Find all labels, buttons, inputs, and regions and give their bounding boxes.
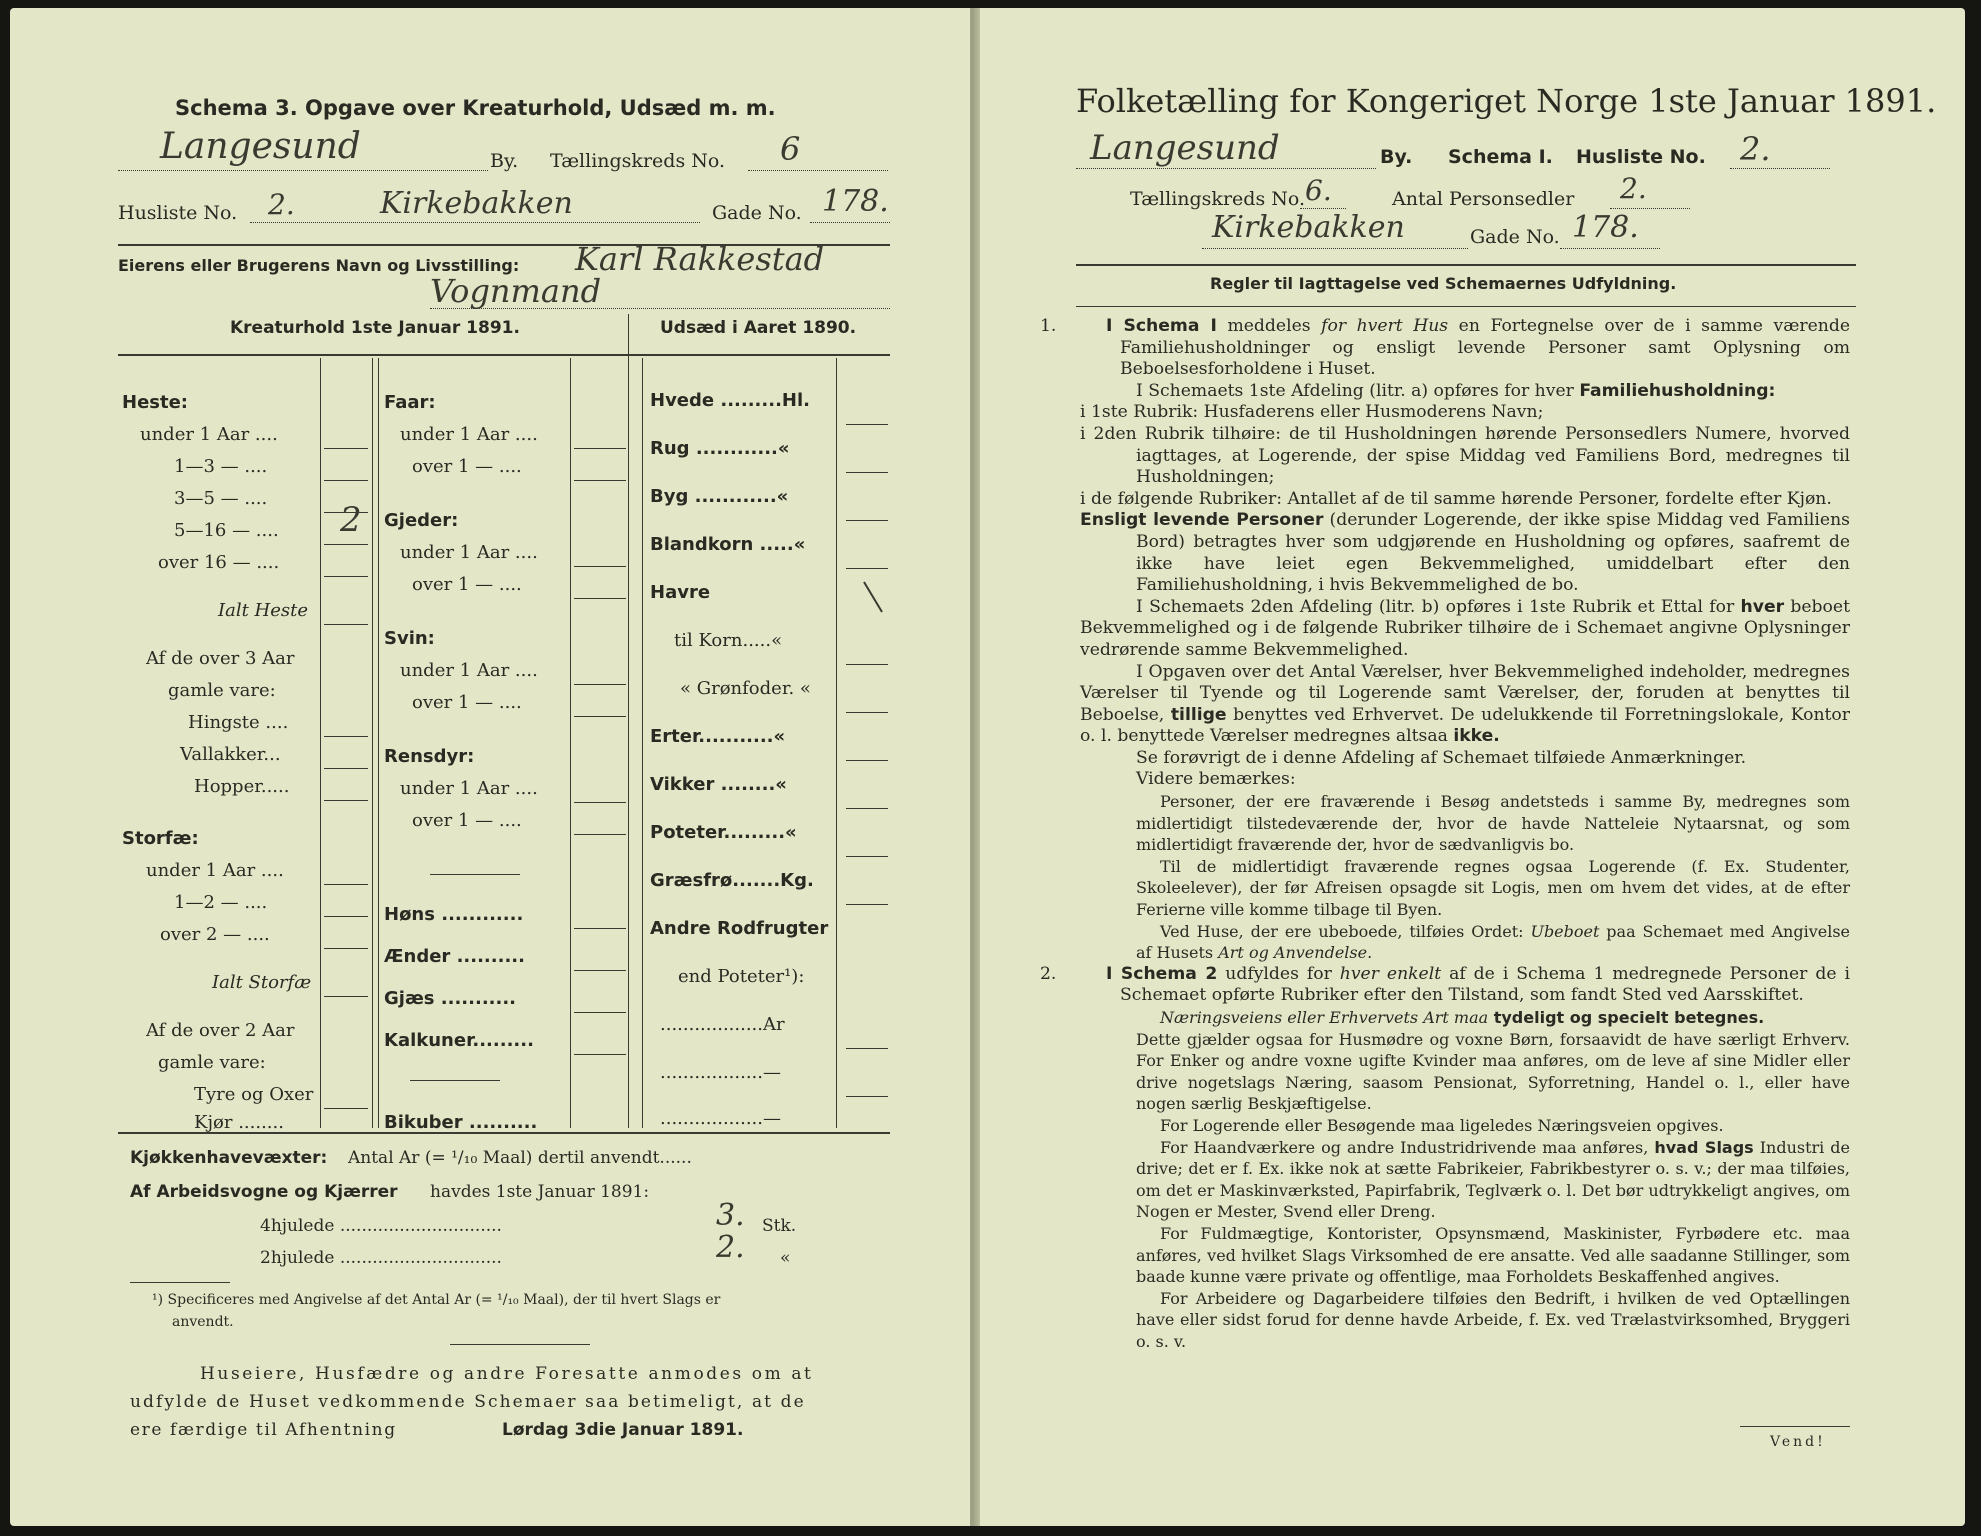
right-by-label: By.: [1380, 146, 1413, 168]
krets-line: [748, 170, 888, 171]
rule-text: en Fortegnelse over de i samme værende Familiehusholdninger og ensligt levende Personer samt Oplysning om Beboelsesforholdene i Huset.: [1120, 316, 1851, 380]
col2-row: under 1 Aar ....: [400, 660, 538, 681]
cell-rule: [324, 624, 368, 625]
right-krets-label: Tællingskreds No.: [1130, 188, 1305, 210]
arbeid-label: Af Arbeidsvogne og Kjærrer: [130, 1182, 398, 1202]
left-gade-handwritten: 178.: [822, 184, 889, 219]
rule-text: hver enkelt: [1339, 963, 1442, 984]
col2-row: Gjæs ...........: [384, 988, 517, 1009]
col3-row: Hvede .........Hl.: [650, 390, 810, 411]
left-town-handwritten: Langesund: [160, 126, 361, 167]
cell-rule: [324, 996, 368, 997]
rule-text: I Schema 2: [1106, 963, 1218, 984]
street-line: [1202, 248, 1468, 249]
cell-rule: [324, 916, 368, 917]
rule: [1076, 306, 1856, 307]
gade-line: [810, 222, 890, 223]
rule: [130, 1282, 230, 1283]
cell-rule: [846, 424, 888, 425]
cell-rule: [574, 802, 626, 803]
cell-rule: [846, 712, 888, 713]
rule-text: paa Schemaet med Angivelse af Husets: [1136, 921, 1851, 963]
cell-rule: [846, 664, 888, 665]
rule-text: I Schema I: [1106, 316, 1217, 336]
col2-row: Rensdyr:: [384, 746, 475, 767]
rule-number: 2.: [1040, 963, 1057, 984]
kjokken-label: Kjøkkenhavevæxter:: [130, 1148, 328, 1168]
left-by-label: By.: [490, 150, 519, 172]
col-line: [836, 358, 837, 1128]
town-line: [1076, 168, 1376, 169]
col3-row: Græsfrø.......Kg.: [650, 870, 814, 891]
col1-row: Kjør ........: [194, 1112, 284, 1133]
col3-row: Blandkorn .....«: [650, 534, 806, 555]
col1-row: 5—16 — ....: [174, 520, 279, 541]
rule-text: Dette gjælder ogsaa for Husmødre og voxne Børn, forsaavidt de have særligt Erhverv. For Enker og andre voxne ugifte Kvinder maa anføres, om de leve af sine Midler eller drive nogetslags Næring, saasom Pensionat, Syforretning, Handel o. l., eller have nogen særlig Beskjæftigelse.: [1136, 1029, 1850, 1114]
cell-rule: [846, 808, 888, 809]
col-line: [642, 358, 643, 1128]
rule-text: ikke.: [1453, 726, 1500, 747]
col1-row: over 2 — ....: [160, 924, 270, 945]
rule-text: I Schemaets 2den Afdeling (litr. b) opføres i 1ste Rubrik et Ettal for: [1136, 596, 1741, 617]
rule-text: benyttes ved Erhvervet. De udelukkende til Forretningslokale, Kontor o. l. benyttede Værelser medregnes altsaa: [1080, 704, 1850, 747]
rule-text: Personer, der ere fraværende i Besøg andetsteds i samme By, medregnes som midlertidigt tilstedeværende der, hvor de havde Natteleie Nytaarsnat, og som midlertidigt fraværende der, hvor de sædvanligvis bo.: [1136, 792, 1850, 855]
col2-row: under 1 Aar ....: [400, 542, 538, 563]
hjul4-handwritten: 3.: [716, 1198, 745, 1233]
vend-label: Vend!: [1770, 1434, 1826, 1450]
cell-rule: [324, 544, 368, 545]
rule-text: Næringsveiens eller Erhvervets Art maa: [1160, 1008, 1489, 1027]
cell-rule: [324, 1108, 368, 1109]
col1-row: over 16 — ....: [158, 552, 280, 573]
notice-line3-a: ere færdige til Afhentning: [130, 1420, 397, 1440]
rule-text: Familiehusholdning:: [1579, 380, 1776, 401]
col2-row: Ænder ..........: [384, 946, 525, 967]
right-gade-handwritten: 178.: [1572, 210, 1639, 245]
rule-text: Industri de drive; det er f. Ex. ikke nok at sætte Fabrikeier, Fabrikbestyrer o. s. v.; der maa tilføies, om det er Maskinværksted, Papirfabrik, Teglværk o. l. Det bør udtrykkeligt angives, om Nogen er Mester, Svend eller Dreng.: [1136, 1137, 1850, 1222]
col1-row: Hingste ....: [188, 712, 289, 733]
cell-rule: [324, 884, 368, 885]
husliste-line: [1730, 168, 1830, 169]
rule: [410, 1080, 500, 1081]
cell-rule: [324, 768, 368, 769]
rule-text: udfyldes for: [1217, 963, 1340, 984]
cell-rule: [574, 448, 626, 449]
right-antal-handwritten: 2.: [1620, 172, 1647, 205]
cell-rule: [846, 472, 888, 473]
col3-row: end Poteter¹):: [678, 966, 805, 987]
col3-row: Andre Rodfrugter: [650, 918, 829, 939]
col2-row: under 1 Aar ....: [400, 778, 538, 799]
col1-row: under 1 Aar ....: [146, 860, 284, 881]
col2-row: over 1 — ....: [412, 692, 522, 713]
kreaturhold-header: Kreaturhold 1ste Januar 1891.: [230, 318, 520, 338]
rule: [450, 1344, 590, 1345]
rule-text: hver: [1740, 596, 1785, 617]
cell-rule: [846, 1096, 888, 1097]
owner-name-handwritten: Karl Rakkestad: [575, 240, 825, 278]
cell-rule: [324, 576, 368, 577]
col1-row: 3—5 — ....: [174, 488, 268, 509]
cell-rule: [324, 512, 368, 513]
rule-text: Ensligt levende Personer: [1080, 510, 1324, 531]
left-husliste-handwritten: 2.: [268, 188, 295, 221]
rule-number: 1.: [1040, 316, 1057, 336]
cell-rule: [574, 566, 626, 567]
owner-line: [430, 308, 890, 309]
col2-row: Gjeder:: [384, 510, 459, 531]
right-schema-label: Schema I.: [1448, 146, 1553, 168]
col2-row: under 1 Aar ....: [400, 424, 538, 445]
antal-line: [1610, 208, 1690, 209]
col-line: [570, 358, 571, 1128]
cell-rule: [574, 1054, 626, 1055]
rule-text: (derunder Logerende, der ikke spise Middag ved Familiens Bord) betragtes hver som udgjørende en Husholdning og opføres, saafremt de ikke have leiet egen Bekvemmelighed, umiddelbart efter den Familiehusholdning, i hvis Bekvemmelighed de bo.: [1136, 510, 1850, 596]
col1-row: Storfæ:: [122, 828, 199, 849]
col3-row: Rug ............«: [650, 438, 790, 459]
rules-title: Regler til Iagttagelse ved Schemaernes Udfyldning.: [1210, 274, 1677, 293]
heste-5-16-handwritten: 2: [340, 500, 362, 540]
col3-row: ..................—: [660, 1108, 781, 1129]
left-title: Schema 3. Opgave over Kreaturhold, Udsæd m. m.: [175, 96, 776, 120]
cell-rule: [574, 928, 626, 929]
left-street-handwritten: Kirkebakken: [380, 186, 573, 221]
col1-row: Heste:: [122, 392, 188, 413]
col1-row: under 1 Aar ....: [140, 424, 278, 445]
rule-text: For Fuldmægtige, Kontorister, Opsynsmænd, Maskinister, Fyrbødere etc. maa anføres, ved hvilket Slags Virksomhed de ere ansatte. Ved alle saadanne Stillinger, som baade kunne være private og offentlige, maa Forholdets Beskaffenhed angives.: [1136, 1223, 1850, 1287]
street-line: [250, 222, 700, 223]
udsaed-header: Udsæd i Aaret 1890.: [660, 318, 857, 338]
right-krets-handwritten: 6.: [1305, 174, 1332, 207]
right-antal-label: Antal Personsedler: [1392, 188, 1575, 210]
col1-row: Af de over 3 Aar: [146, 648, 295, 669]
left-page-schema-3: [10, 8, 970, 1526]
col1-row: Hopper.....: [194, 776, 290, 797]
col2-row: Faar:: [384, 392, 436, 413]
cell-rule: [574, 970, 626, 971]
notice-line2: udfylde de Huset vedkommende Schemaer saa betimeligt, at de: [130, 1392, 806, 1412]
cell-rule: [846, 568, 888, 569]
rule-text: af de i Schema 1 medregnede Personer de i Schemaet opførte Rubriker efter den Tilstand, som fandt Sted ved Aarsskiftet.: [1120, 963, 1850, 1006]
cell-rule: [574, 716, 626, 717]
rule-text: For Arbeidere og Dagarbeidere tilføies den Bedrift, i hvilken de ved Optællingen have eller sidst forud for denne havde Arbeide, f. Ex. ved Trælastvirksomhed, Bryggeri o. s. v.: [1136, 1288, 1850, 1351]
right-title: Folketælling for Kongeriget Norge 1ste Januar 1891.: [1076, 82, 1937, 120]
col2-row: Svin:: [384, 628, 435, 649]
col1-row: 1—3 — ....: [174, 456, 268, 477]
rule-text: Se forøvrigt de i denne Afdeling af Schemaet tilføiede Anmærkninger.: [1136, 747, 1747, 768]
rule-text: For Haandværkere og andre Industridrivende maa anføres,: [1160, 1137, 1655, 1157]
rule-text: beboet Bekvemmelighed og i de følgende Rubriker tilhøire de i Schemaet angivne Oplysninger vedrørende samme Bekvemmelighed.: [1080, 596, 1850, 660]
cell-rule: [574, 834, 626, 835]
rule: [430, 874, 520, 875]
notice-line3-b: Lørdag 3die Januar 1891.: [502, 1420, 744, 1440]
col1-row: 1—2 — ....: [174, 892, 268, 913]
col1-row: Ialt Storfæ: [212, 972, 312, 993]
rule-text: hvad Slags: [1654, 1137, 1754, 1157]
rule-text: for hvert Hus: [1321, 316, 1449, 336]
left-krets-label: Tællingskreds No.: [550, 150, 725, 172]
col1-row: Ialt Heste: [218, 600, 309, 621]
notice-line1: Huseiere, Husfædre og andre Foresatte anmodes om at: [200, 1364, 814, 1384]
cell-rule: [574, 684, 626, 685]
left-gade-label: Gade No.: [712, 202, 802, 224]
right-gade-label: Gade No.: [1470, 226, 1560, 248]
rule-text: I Opgaven over det Antal Værelser, hver Bekvemmelighed indeholder, medregnes Værelser til Tyende og til Logerende samt Værelser, der, foruden at benyttes til Beboelse,: [1080, 661, 1850, 725]
rule-text: Ved Huse, der ere ubeboede, tilføies Ordet:: [1160, 921, 1531, 941]
rule-text: tydeligt og specielt betegnes.: [1488, 1008, 1765, 1027]
right-husliste-handwritten: 2.: [1740, 130, 1771, 168]
col1-row: Vallakker...: [180, 744, 281, 765]
cell-rule: [846, 856, 888, 857]
gade-line: [1560, 248, 1660, 249]
cell-rule: [324, 800, 368, 801]
rule-text: i 1ste Rubrik: Husfaderens eller Husmoderens Navn;: [1080, 402, 1544, 423]
col3-row: Havre: [650, 582, 711, 603]
town-line: [118, 170, 488, 171]
rule-text: Videre bemærkes:: [1136, 769, 1296, 790]
hjul4-label: 4hjulede ..............................: [260, 1216, 502, 1236]
col1-row: Af de over 2 Aar: [146, 1020, 295, 1041]
cell-rule: [846, 904, 888, 905]
col-line: [372, 358, 373, 1128]
rule-text: Art og Anvendelse.: [1218, 943, 1373, 963]
rule-text: Ubeboet: [1530, 921, 1600, 941]
right-town-handwritten: Langesund: [1090, 128, 1280, 168]
footnote-line2: anvendt.: [172, 1314, 234, 1330]
rule-text: For Logerende eller Besøgende maa ligeledes Næringsveien opgives.: [1160, 1115, 1724, 1135]
col2-row: Bikuber ..........: [384, 1112, 538, 1133]
cell-rule: [324, 736, 368, 737]
cell-rule: [846, 520, 888, 521]
col2-row: over 1 — ....: [412, 456, 522, 477]
cell-rule: [574, 1012, 626, 1013]
rules-text: [1040, 316, 1851, 1353]
rule: [1076, 264, 1856, 266]
arbeid-text: havdes 1ste Januar 1891:: [430, 1182, 650, 1202]
col3-row: ..................Ar: [660, 1014, 785, 1035]
hjul4-unit: Stk.: [762, 1216, 797, 1236]
col2-row: Kalkuner.........: [384, 1030, 534, 1051]
owner-occupation-handwritten: Vognmand: [430, 272, 602, 310]
right-page-schema-1: [980, 8, 1965, 1526]
col2-row: Høns ............: [384, 904, 524, 925]
cell-rule: [574, 480, 626, 481]
table-top-rule: [118, 354, 890, 356]
cell-rule: [846, 760, 888, 761]
footnote-line1: ¹) Specificeres med Angivelse af det Antal Ar (= ¹/₁₀ Maal), der til hvert Slags er: [152, 1292, 721, 1308]
col2-row: over 1 — ....: [412, 810, 522, 831]
cell-rule: [324, 480, 368, 481]
col1-row: gamle vare:: [168, 680, 276, 701]
col3-row: Poteter.........«: [650, 822, 797, 843]
kjokken-text: Antal Ar (= ¹/₁₀ Maal) dertil anvendt......: [348, 1148, 692, 1168]
cell-rule: [324, 948, 368, 949]
hjul2-label: 2hjulede ..............................: [260, 1248, 502, 1268]
col2-row: over 1 — ....: [412, 574, 522, 595]
col3-row: ..................—: [660, 1062, 781, 1083]
rule-text: I Schemaets 1ste Afdeling (litr. a) opføres for hver: [1136, 380, 1580, 401]
rule-text: meddeles: [1216, 316, 1322, 336]
col3-row: Byg ............«: [650, 486, 789, 507]
col-line: [320, 358, 321, 1128]
rule-text: tillige: [1170, 704, 1227, 725]
col1-row: gamle vare:: [158, 1052, 266, 1073]
cell-rule: [324, 448, 368, 449]
col-line: [628, 358, 629, 1128]
havre-dash-mark: [860, 578, 890, 618]
cell-rule: [574, 598, 626, 599]
right-street-handwritten: Kirkebakken: [1212, 210, 1405, 245]
hjul2-handwritten: 2.: [716, 1230, 745, 1265]
col1-row: Tyre og Oxer: [194, 1084, 314, 1105]
left-krets-handwritten: 6: [780, 130, 801, 168]
cell-rule: [846, 1048, 888, 1049]
right-husliste-label: Husliste No.: [1576, 146, 1706, 168]
col3-row: Erter...........«: [650, 726, 786, 747]
krets-line: [1300, 208, 1346, 209]
rule-text: i 2den Rubrik tilhøire: de til Husholdningen hørende Personsedlers Numere, hvorved iagttages, at Logerende, der spise Middag ved Familiens Bord, medregnes til Husholdningen;: [1080, 423, 1850, 488]
owner-label: Eierens eller Brugerens Navn og Livsstilling:: [118, 256, 520, 275]
col3-row: Vikker ........«: [650, 774, 787, 795]
rule: [1740, 1426, 1850, 1427]
col3-row: til Korn.....«: [674, 630, 783, 651]
left-husliste-label: Husliste No.: [118, 202, 238, 224]
col-line: [378, 358, 379, 1128]
col3-row: « Grønfoder. «: [680, 678, 811, 699]
rule-text: i de følgende Rubriker: Antallet af de til samme hørende Personer, fordelte efter Kjøn.: [1080, 488, 1832, 509]
hjul2-unit: «: [780, 1248, 791, 1268]
rule-text: Til de midlertidigt fraværende regnes ogsaa Logerende (f. Ex. Studenter, Skoleelever), der før Afreisen opsagde sit Logis, men om hvem det vides, at de efter Ferierne ville komme tilbage til Byen.: [1136, 856, 1850, 920]
